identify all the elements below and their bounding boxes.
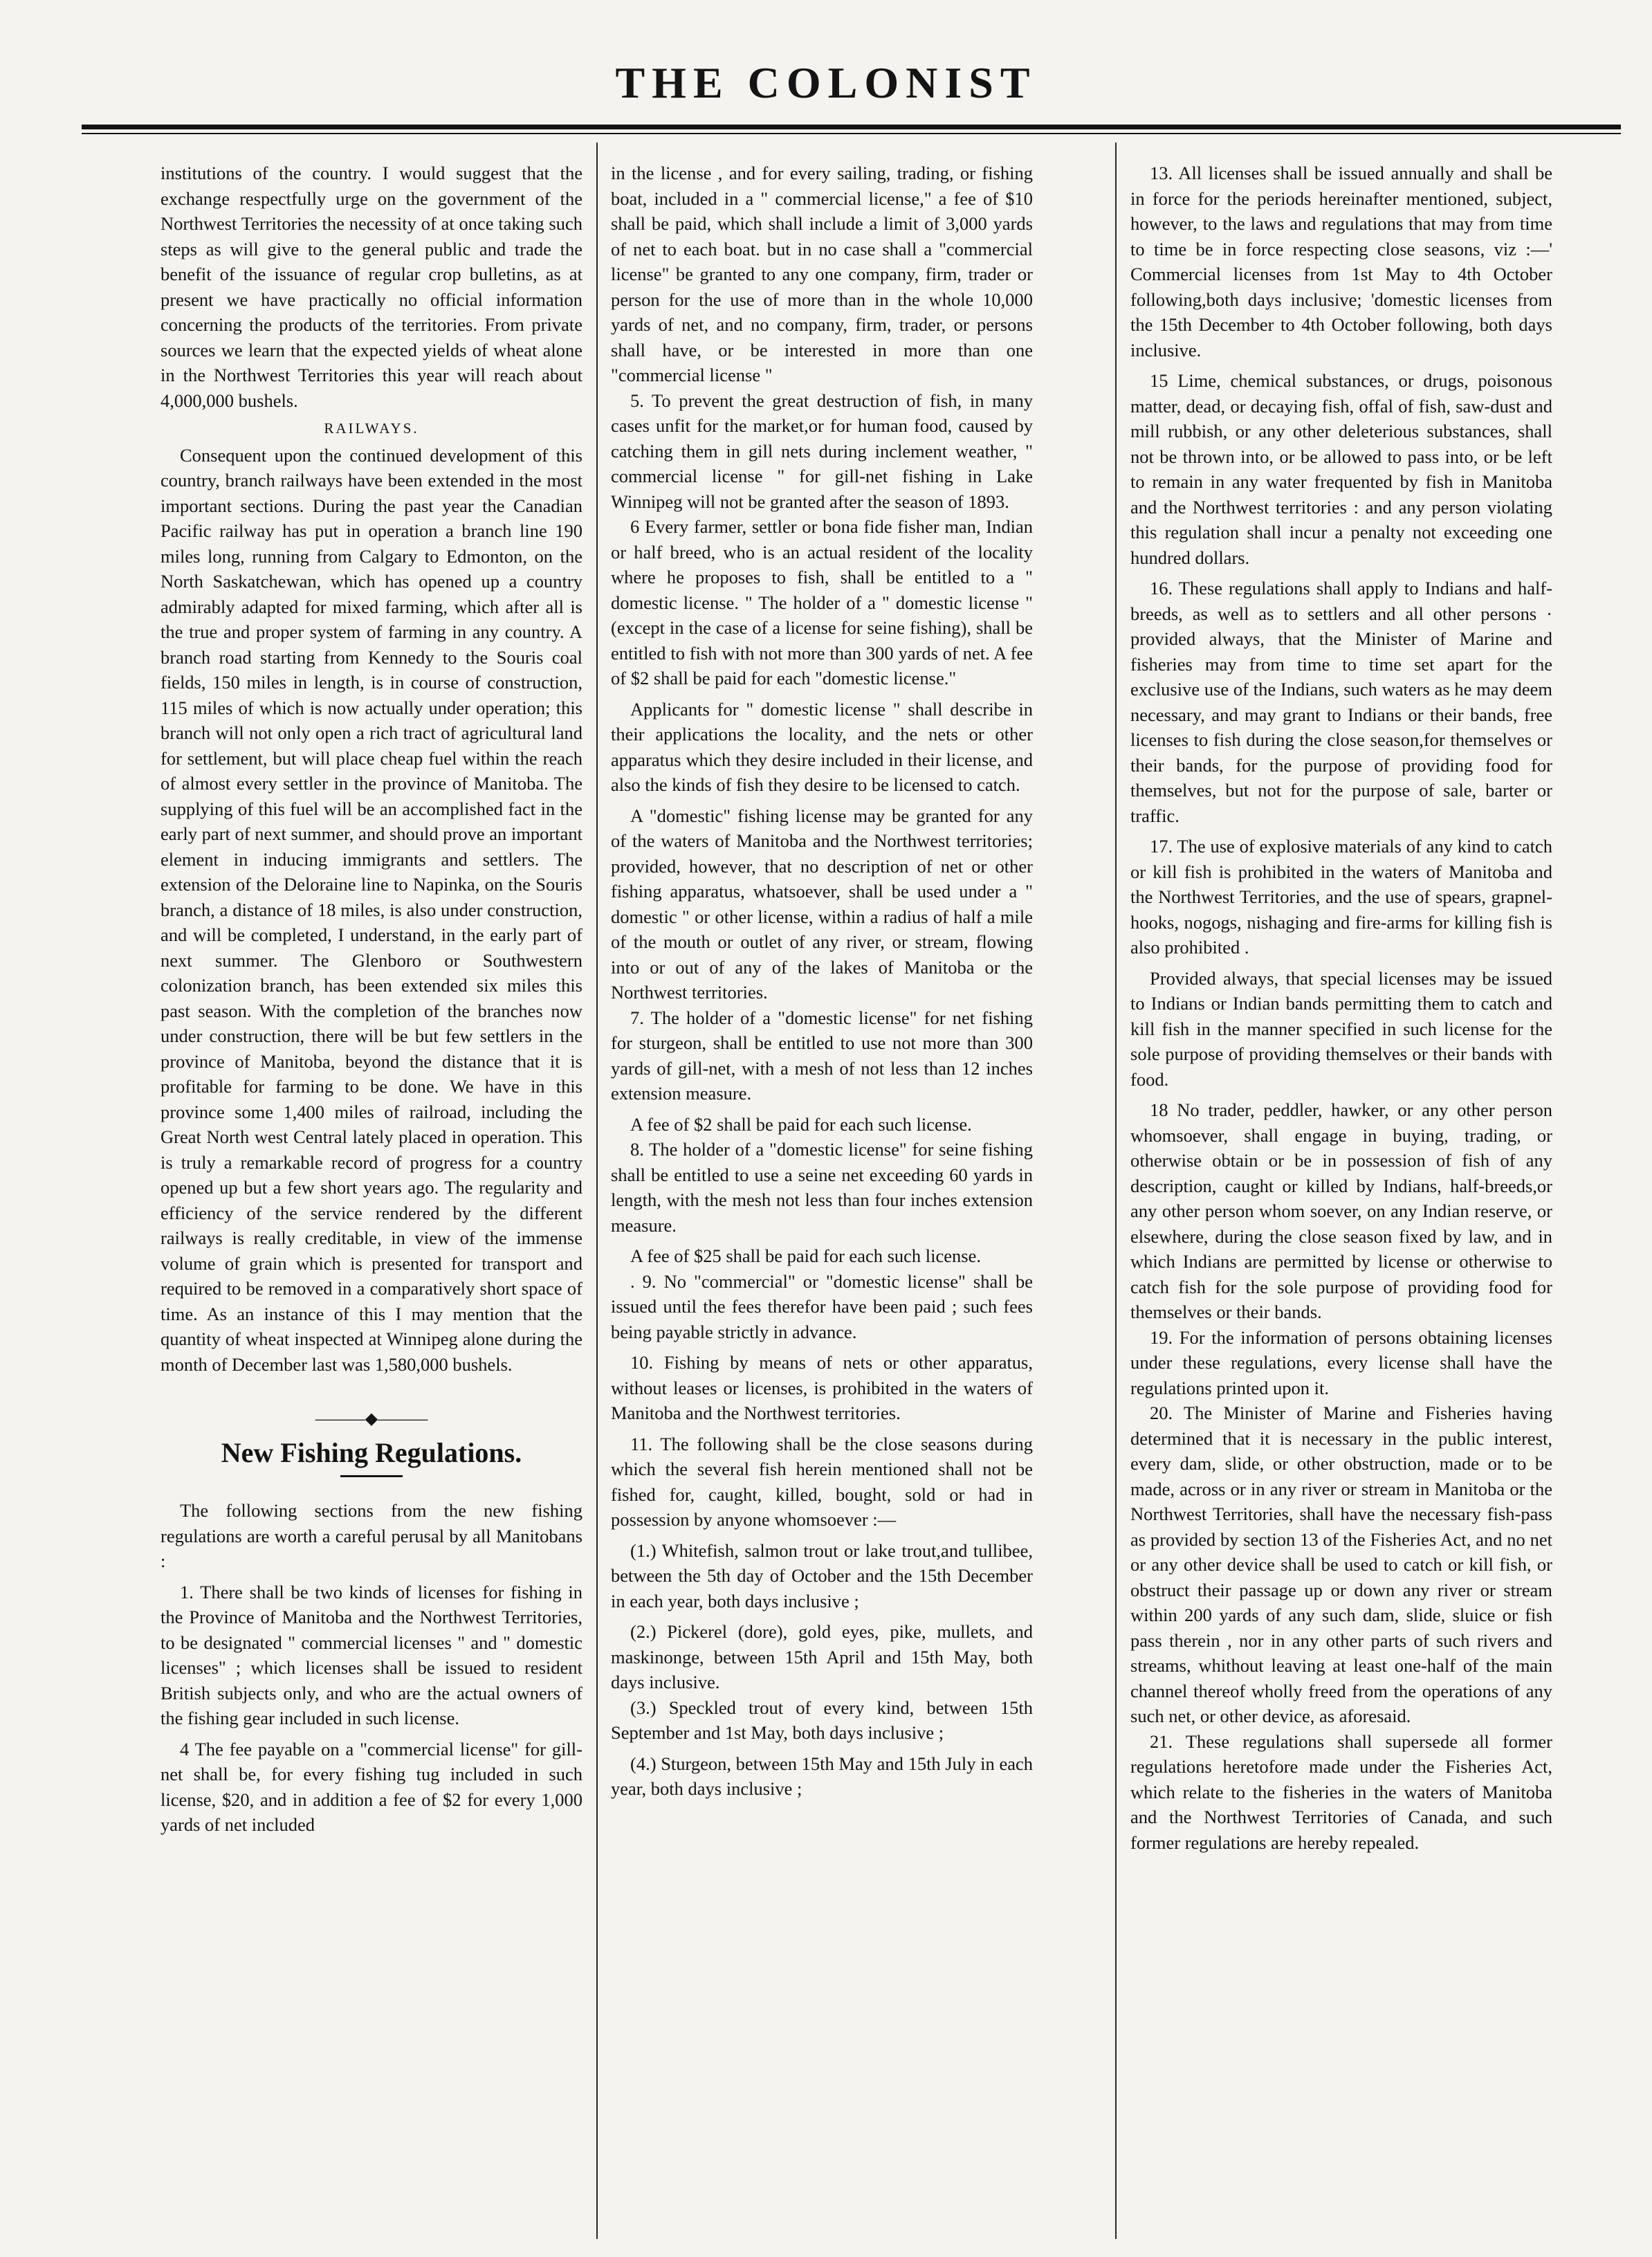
paragraph: (3.) Speckled trout of every kind, between 15th September and 1st May, both days inclusive ; <box>611 1697 1033 1743</box>
paragraph: A fee of $2 shall be paid for each such license. <box>630 1113 972 1135</box>
paragraph: 1. There shall be two kinds of licenses for fishing in the Province of Manitoba and the Northwest Territories, to be designated " commercial licenses " and " domestic licenses" ; which licenses shall be issued to resident British subjects only, and who are the actual owners of the fishing gear included in such license. <box>160 1581 582 1728</box>
section-ornament: ———◆——— <box>315 1410 428 1428</box>
paragraph: 7. The holder of a "domestic license" for net fishing for sturgeon, shall be entitled to use not more than 300 yards of gill-net, with a mesh of not less than 12 inches extension measure. <box>611 1007 1033 1104</box>
paragraph: A "domestic" fishing license may be granted for any of the waters of Manitoba and the Northwest territories; provided, however, that no description of net or other fishing apparatus, whatsoever, shall be used under a " domestic " or other license, within a radius of half a mile of the mouth or outlet of any river, or stream, flowing into or out of any of the lakes of Manitoba or the Northwest territories. <box>611 805 1033 1003</box>
column-divider-2 <box>1115 143 1117 2239</box>
paragraph: A fee of $25 shall be paid for each such license. <box>630 1245 981 1266</box>
paragraph: 8. The holder of a "domestic license" for seine fishing shall be entitled to use a seine net exceeding 60 yards in length, with the mesh not less than four inches extension measure. <box>611 1139 1033 1236</box>
paragraph: (2.) Pickerel (dore), gold eyes, pike, mullets, and maskinonge, between 15th April and 15th May, both days inclusive. <box>611 1621 1033 1692</box>
column-2 <box>611 161 1033 2243</box>
column-divider-1 <box>596 143 598 2239</box>
paragraph: 21. These regulations shall supersede all former regulations heretofore made under the Fisheries Act, which relate to the fisheries in the waters of Manitoba and the Northwest Territories of Canada, and such former regulations are hereby repealed. <box>1130 1730 1552 1853</box>
paragraph: 13. All licenses shall be issued annually and shall be in force for the periods hereinafter mentioned, subject, however, to the laws and regulations that may from time to time be in force respecting close seasons, viz :—' Commercial licenses from 1st May to 4th October following,both days inclusive; 'domestic licenses from the 15th December to 4th October following, both days inclusive. <box>1130 163 1552 360</box>
paragraph: 20. The Minister of Marine and Fisheries having determined that it is necessary in the public interest, every dam, slide, or other obstruction, made or to be made, across or in any river or stream in Manitoba or the Northwest Territories, shall have the necessary fish-pass as provided by section 13 of the Fisheries Act, and no net or any other device shall be used to catch or kill fish, or obstruct their passage up or down any river or stream within 200 yards of any such dam, slide, sluice or fish pass therein , nor in any other parts of such rivers and streams, whithout leaving at least one-half of the main channel thereof wholly freed from the operations of any such net, or other device, as aforesaid. <box>1130 1402 1552 1726</box>
column-1 <box>160 161 582 2243</box>
paragraph: institutions of the country. I would suggest that the exchange respectfully urge on the government of the Northwest Territories the necessity of at once taking such steps as will give to the general public and trade the benefit of the issuance of regular crop bulletins, as at present we have practically no official information concerning the products of the territories. From private sources we learn that the expected yields of wheat alone in the Northwest Territories this year will reach about 4,000,000 bushels. <box>160 163 582 411</box>
masthead-rule-thick <box>82 125 1621 129</box>
paragraph: (1.) Whitefish, salmon trout or lake trout,and tullibee, between the 5th day of October and the 15th December in each year, both days inclusive ; <box>611 1539 1033 1611</box>
paragraph: 19. For the information of persons obtaining licenses under these regulations, every license shall have the regulations printed upon it. <box>1130 1326 1552 1398</box>
section-heading: New Fishing Regulations. <box>221 1437 522 1468</box>
paragraph: (4.) Sturgeon, between 15th May and 15th July in each year, both days inclusive ; <box>611 1753 1033 1799</box>
masthead-rule-thin <box>82 133 1621 134</box>
masthead-title: THE COLONIST <box>615 58 1037 107</box>
paragraph: 15 Lime, chemical substances, or drugs, poisonous matter, dead, or decaying fish, offal of fish, saw-dust and mill rubbish, or any other deleterious substances, shall not be thrown into, or be allowed to pass into, or be left to remain in any water frequented by fish in Manitoba and the Northwest territories : and any person violating this regulation shall incur a penalty not exceeding one hundred dollars. <box>1130 370 1552 568</box>
paragraph: 17. The use of explosive materials of any kind to catch or kill fish is prohibited in the waters of Manitoba and the Northwest Territories, and the use of spears, grapnel-hooks, nogogs, nishaging and fire-arms for killing fish is also prohibited . <box>1130 836 1552 958</box>
paragraph: 16. These regulations shall apply to Indians and half-breeds, as well as to settlers and all other persons · provided always, that the Minister of Marine and fisheries may from time to time set apart for the exclusive use of the Indians, such waters as he may deem necessary, and may grant to Indians or their bands, free licenses to fish during the close season,for themselves or their bands, for the purpose of providing food for themselves, but not for the purpose of sale, barter or traffic. <box>1130 578 1552 826</box>
paragraph: 6 Every farmer, settler or bona fide fisher man, Indian or half breed, who is an actual resident of the locality where he proposes to fish, shall be entitled to a " domestic license. " The holder of a " domestic license " (except in the case of a license for seine fishing), shall be entitled to fish with not more than 300 yards of net. A fee of $2 shall be paid for each "domestic license." <box>611 516 1033 688</box>
paragraph: . 9. No "commercial" or "domestic license" shall be issued until the fees therefor have been paid ; such fees being payable strictly in advance. <box>611 1270 1033 1342</box>
paragraph: The following sections from the new fishing regulations are worth a careful perusal by all Manitobans : <box>160 1500 582 1571</box>
paragraph: Applicants for " domestic license " shall describe in their applications the locality, and the nets or other apparatus which they desire included in their license, and also the kinds of fish they desire to be licensed to catch. <box>611 698 1033 795</box>
paragraph: 4 The fee payable on a "commercial license" for gill-net shall be, for every fishing tug included in such license, $20, and in addition a fee of $2 for every 1,000 yards of net included <box>160 1738 582 1835</box>
subheading-railways: RAILWAYS. <box>324 420 419 437</box>
paragraph: 18 No trader, peddler, hawker, or any other person whomsoever, shall engage in buying, trading, or otherwise obtain or be in possession of fish of any description, caught or killed by Indians, half-breeds,or any other person whom soever, on any Indian reserve, or elsewhere, during the close season fixed by law, and in which Indians are permitted by license or otherwise to catch fish for the sole purpose of providing food for themselves or their bands. <box>1130 1099 1552 1322</box>
paragraph: 10. Fishing by means of nets or other apparatus, without leases or licenses, is prohibited in the waters of Manitoba and the Northwest territories. <box>611 1352 1033 1423</box>
paragraph: Consequent upon the continued development of this country, branch railways have been extended in the most important sections. During the past year the Canadian Pacific railway has put in operation a branch line 190 miles long, running from Calgary to Edmonton, on the North Saskatchewan, which has opened up a country admirably adapted for mixed farming, which after all is the true and proper system of farming in any country. A branch road starting from Kennedy to the Souris coal fields, 150 miles in length, is in course of construction, 115 miles of which is now actually under operation; this branch will not only open a rich tract of agricultural land for settlement, but will place cheap fuel within the reach of almost every settler in the province of Manitoba. The supplying of this fuel will be an accomplished fact in the early part of next summer, and should prove an important element in inducing immigrants and settlers. The extension of the Deloraine line to Napinka, on the Souris branch, a distance of 18 miles, is also under construction, and will be completed, I understand, in the early part of next summer. The Glenboro or Southwestern colonization branch, has been extended six miles this past season. With the completion of the branches now under construction, there will be but few settlers in the province of Manitoba, beyond the distance that it is profitable for farming to be done. We have in this province some 1,400 miles of railroad, including the Great North west Central lately placed in operation. This is truly a remarkable record of progress for a country opened up but a few short years ago. The regularity and efficiency of the service rendered by the different railways is really creditable, in view of the immense volume of grain which is presented for transport and required to be removed in a comparatively short space of time. As an instance of this I may mention that the quantity of wheat inspected at Winnipeg alone during the month of December last was 1,580,000 bushels. <box>160 444 582 1375</box>
heading-rule <box>340 1475 403 1477</box>
paragraph: 11. The following shall be the close seasons during which the several fish herein mentioned shall not be fished for, caught, killed, bought, sold or had in possession by anyone whomsoever :— <box>611 1433 1033 1530</box>
paragraph: 5. To prevent the great destruction of fish, in many cases unfit for the market,or for human food, caused by catching them in gill nets during inclement weather, " commercial license " for gill-net fishing in Lake Winnipeg will not be granted after the season of 1893. <box>611 390 1033 512</box>
paragraph: Provided always, that special licenses may be issued to Indians or Indian bands permitting them to catch and kill fish in the manner specified in such license for the sole purpose of providing themselves or their bands with food. <box>1130 967 1552 1090</box>
column-3 <box>1130 161 1552 2243</box>
paragraph: in the license , and for every sailing, trading, or fishing boat, included in a " commercial license," a fee of $10 shall be paid, which shall include a limit of 3,000 yards of net to each boat. but in no case shall a "commercial license" be granted to any one company, firm, trader or person for the use of more than in the whole 10,000 yards of net, and no company, firm, trader, or persons shall have, or be interested in more than one "commercial license " <box>611 163 1033 385</box>
